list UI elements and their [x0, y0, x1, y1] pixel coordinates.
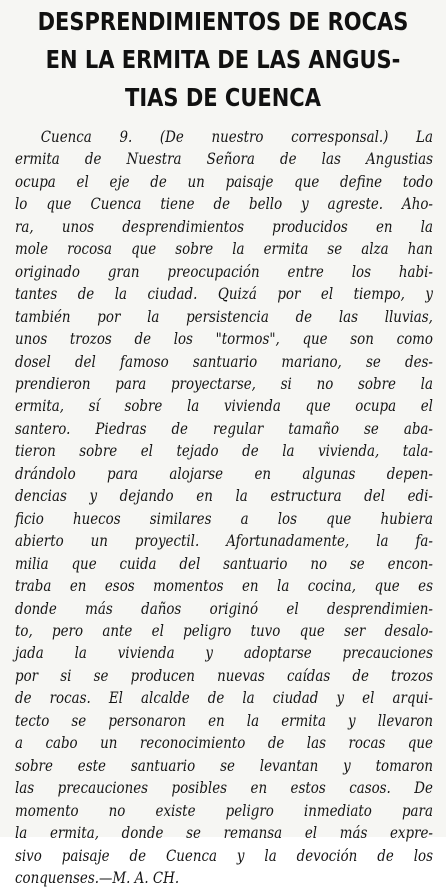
- headline-line: EN LA ERMITA DE LAS ANGUS-: [45, 45, 401, 74]
- article-body-line: la ermita, donde se remansa el más expre-: [15, 824, 433, 843]
- article-body-line: ermita, sí sobre la vivienda que ocupa el: [15, 397, 433, 416]
- article-body-line: Cuenca 9. (De nuestro corresponsal.) La: [40, 128, 433, 146]
- article-body-line: dosel del famoso santuario mariano, se des-: [15, 352, 433, 371]
- article-body-line: ocupa el eje de un paisaje que define todo: [15, 172, 433, 191]
- article-body-line: prendieron para proyectarse, si no sobre la: [15, 374, 433, 393]
- article-body-line: lo que Cuenca tiene de bello y agreste. Aho-: [15, 195, 433, 214]
- article-body-line: abierto un proyectil. Afortunadamente, la fa-: [15, 532, 433, 551]
- article-body-line: traba en esos momentos en la cocina, que es: [15, 577, 433, 596]
- article-body: [15, 126, 433, 889]
- article-body-line: sivo paisaje de Cuenca y la devoción de los: [15, 846, 433, 865]
- article-body-line: originado gran preocupación entre los habi-: [15, 262, 433, 281]
- article-body-line: donde más daños originó el desprendimien-: [15, 599, 433, 618]
- headline-line: DESPRENDIMIENTOS DE ROCAS: [37, 7, 409, 36]
- headline-line: TIAS DE CUENCA: [125, 83, 321, 112]
- article-body-line: conquenses.—M. A. CH.: [15, 868, 180, 887]
- article-body-line: santero. Piedras de regular tamaño se aba-: [15, 419, 433, 438]
- article-headline: [0, 3, 446, 117]
- article-body-line: jada la vivienda y adoptarse precauciones: [15, 644, 433, 663]
- article-body-line: ra, unos desprendimientos producidos en la: [15, 217, 433, 236]
- article-body-line: sobre este santuario se levantan y tomaron: [15, 756, 433, 775]
- article-body-line: tantes de la ciudad. Quizá por el tiempo, y: [15, 285, 433, 304]
- article-body-line: ficio huecos similares a los que hubiera: [15, 509, 433, 528]
- article-body-line: milia que cuida del santuario no se encon-: [15, 554, 433, 573]
- article-body-line: a cabo un reconocimiento de las rocas que: [15, 734, 433, 753]
- article-body-line: las precauciones posibles en estos casos. De: [15, 779, 433, 798]
- article-body-line: ermita de Nuestra Señora de las Angustias: [15, 150, 433, 169]
- article-body-line: drándolo para alojarse en algunas depen-: [15, 464, 433, 483]
- article-body-line: tecto se personaron en la ermita y llevaron: [15, 711, 433, 730]
- article-body-line: de rocas. El alcalde de la ciudad y el arqui-: [15, 689, 433, 708]
- article-body-line: dencias y dejando en la estructura del edi-: [15, 487, 433, 506]
- article-body-line: por si se producen nuevas caídas de trozos: [15, 666, 433, 685]
- article-body-line: to, pero ante el peligro tuvo que ser desalo-: [15, 621, 433, 640]
- article-body-line: unos trozos de los "tormos", que son como: [15, 330, 433, 349]
- article-body-line: también por la persistencia de las lluvias,: [15, 307, 433, 326]
- article-body-line: momento no existe peligro inmediato para: [15, 801, 433, 820]
- article-body-line: tieron sobre el tejado de la vivienda, tala-: [15, 442, 433, 461]
- article-body-line: mole rocosa que sobre la ermita se alza han: [15, 240, 433, 259]
